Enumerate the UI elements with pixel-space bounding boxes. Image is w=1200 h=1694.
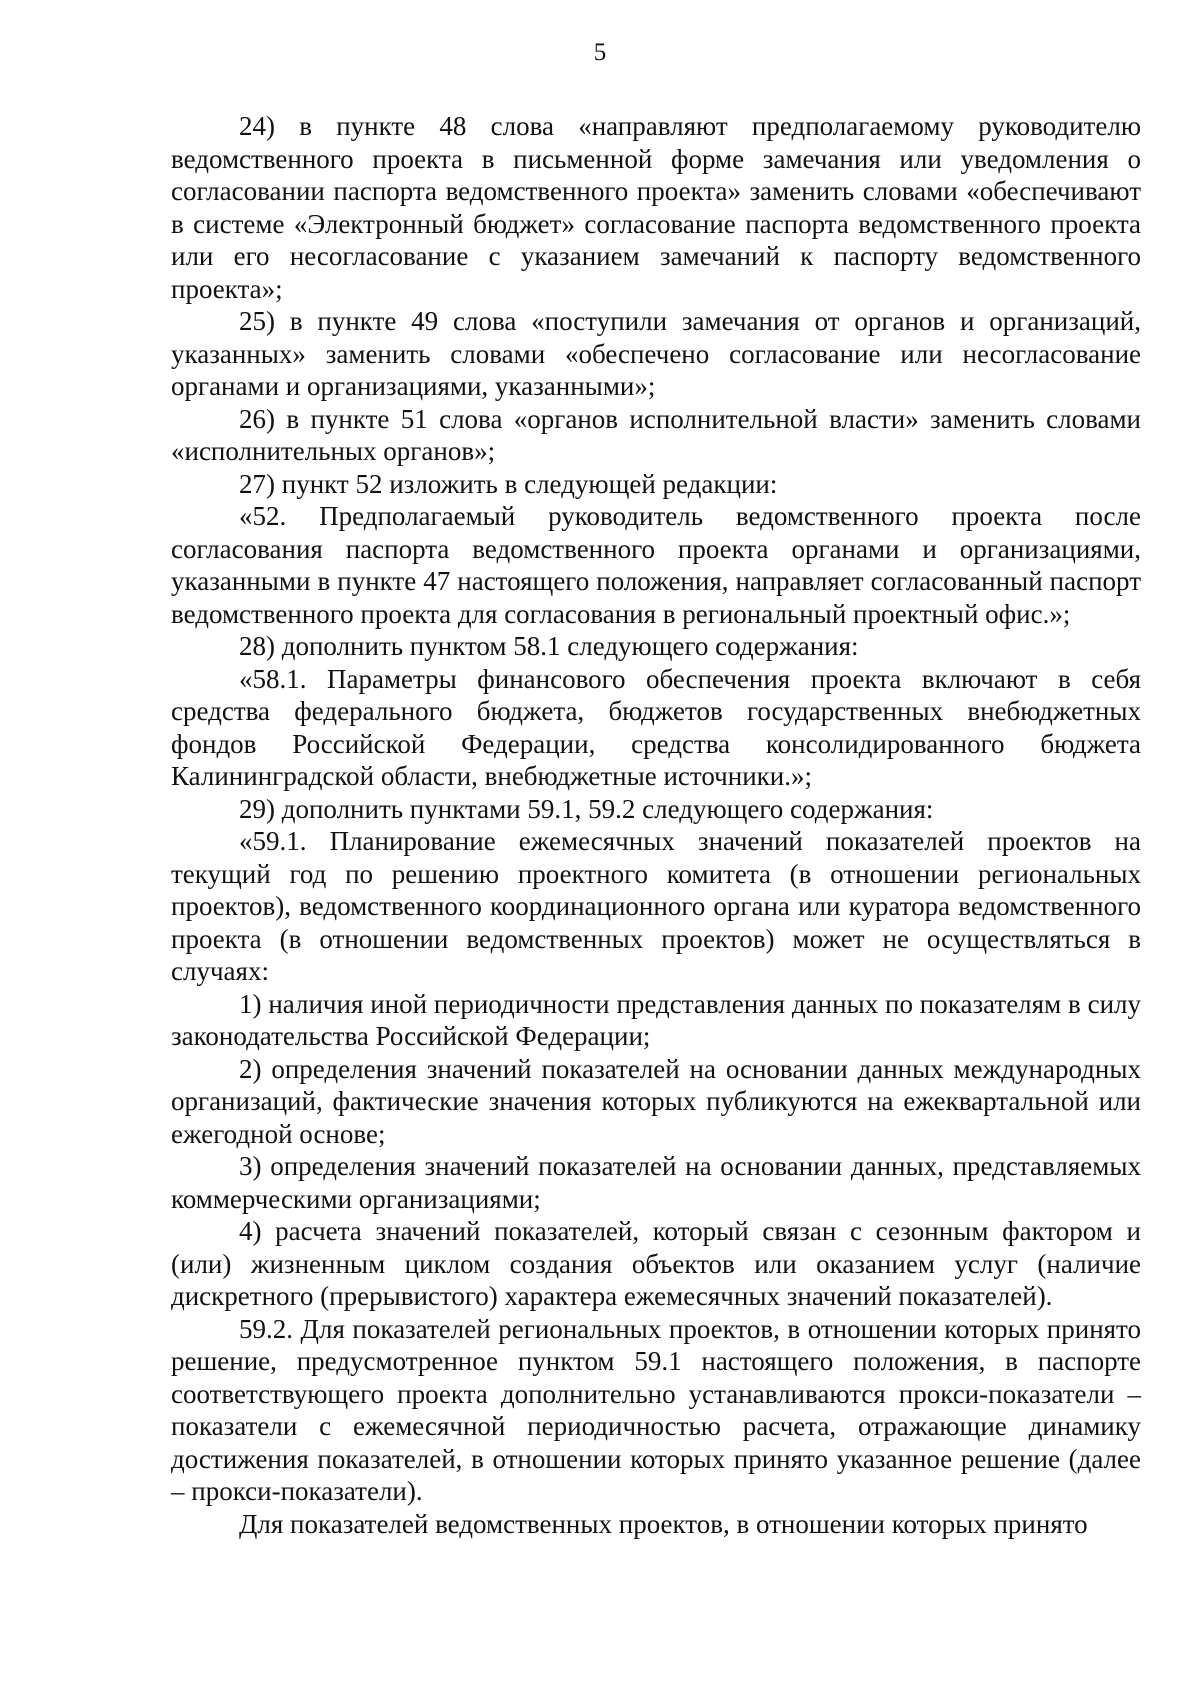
document-body bbox=[171, 110, 1141, 1540]
paragraph-subitem-3: 3) определения значений показателей на основании данных, представляемых коммерческими организациями; bbox=[171, 1151, 1141, 1214]
page-number: 5 bbox=[593, 39, 607, 66]
paragraph-subitem-2: 2) определения значений показателей на основании данных международных организаций, фактические значения которых публикуются на ежеквартальной или ежегодной основе; bbox=[171, 1053, 1141, 1149]
paragraph-continuation: Для показателей ведомственных проектов, в отношении которых принято bbox=[239, 1508, 1088, 1539]
paragraph-subitem-4: 4) расчета значений показателей, который связан с сезонным фактором и (или) жизненным циклом создания объектов или оказанием услуг (наличие дискретного (прерывистого) характера ежемесячных значений показателей). bbox=[171, 1216, 1141, 1311]
paragraph-item-28: 28) дополнить пунктом 58.1 следующего содержания: bbox=[239, 631, 859, 661]
paragraph-point-58-1: «58.1. Параметры финансового обеспечения проекта включают в себя средства федерального бюджета, бюджетов государственных внебюджетных фондов Российской Федерации, средства консолидированного бюджета Калининградской области, внебюджетные источники.»; bbox=[171, 663, 1141, 791]
paragraph-item-25: 25) в пункте 49 слова «поступили замечания от органов и организаций, указанных» заменить словами «обеспечено согласование или несогласование органами и организациями, указанными»; bbox=[171, 306, 1141, 401]
paragraph-item-29: 29) дополнить пунктами 59.1, 59.2 следующего содержания: bbox=[239, 793, 934, 824]
paragraph-item-26: 26) в пункте 51 слова «органов исполнительной власти» заменить словами «исполнительных органов»; bbox=[171, 403, 1141, 466]
paragraph-point-52: «52. Предполагаемый руководитель ведомственного проекта после согласования паспорта ведомственного проекта органами и организациями, указанными в пункте 47 настоящего положения, направляет согласованный паспорт ведомственного проекта для согласования в региональный проектный офис.»; bbox=[171, 501, 1141, 629]
paragraph-subitem-1: 1) наличия иной периодичности представления данных по показателям в силу законодательства Российской Федерации; bbox=[171, 988, 1141, 1051]
paragraph-point-59-1: «59.1. Планирование ежемесячных значений показателей проектов на текущий год по решению проектного комитета (в отношении региональных проектов), ведомственного координационного органа или куратора ведомственного проекта (в отношении ведомственных проектов) может не осуществляться в случаях: bbox=[171, 826, 1141, 986]
paragraph-point-59-2: 59.2. Для показателей региональных проектов, в отношении которых принято решение, предусмотренное пунктом 59.1 настоящего положения, в паспорте соответствующего проекта дополнительно устанавливаются прокси-показатели – показатели с ежемесячной периодичностью расчета, отражающие динамику достижения показателей, в отношении которых принято указанное решение (далее – прокси-показатели). bbox=[171, 1313, 1141, 1506]
paragraph-item-24: 24) в пункте 48 слова «направляют предполагаемому руководителю ведомственного проекта в письменной форме замечания или уведомления о согласовании паспорта ведомственного проекта» заменить словами «обеспечивают в системе «Электронный бюджет» согласование паспорта ведомственного проекта или его несогласование с указанием замечаний к паспорту ведомственного проекта»; bbox=[171, 111, 1141, 304]
paragraph-item-27: 27) пункт 52 изложить в следующей редакции: bbox=[239, 468, 778, 499]
